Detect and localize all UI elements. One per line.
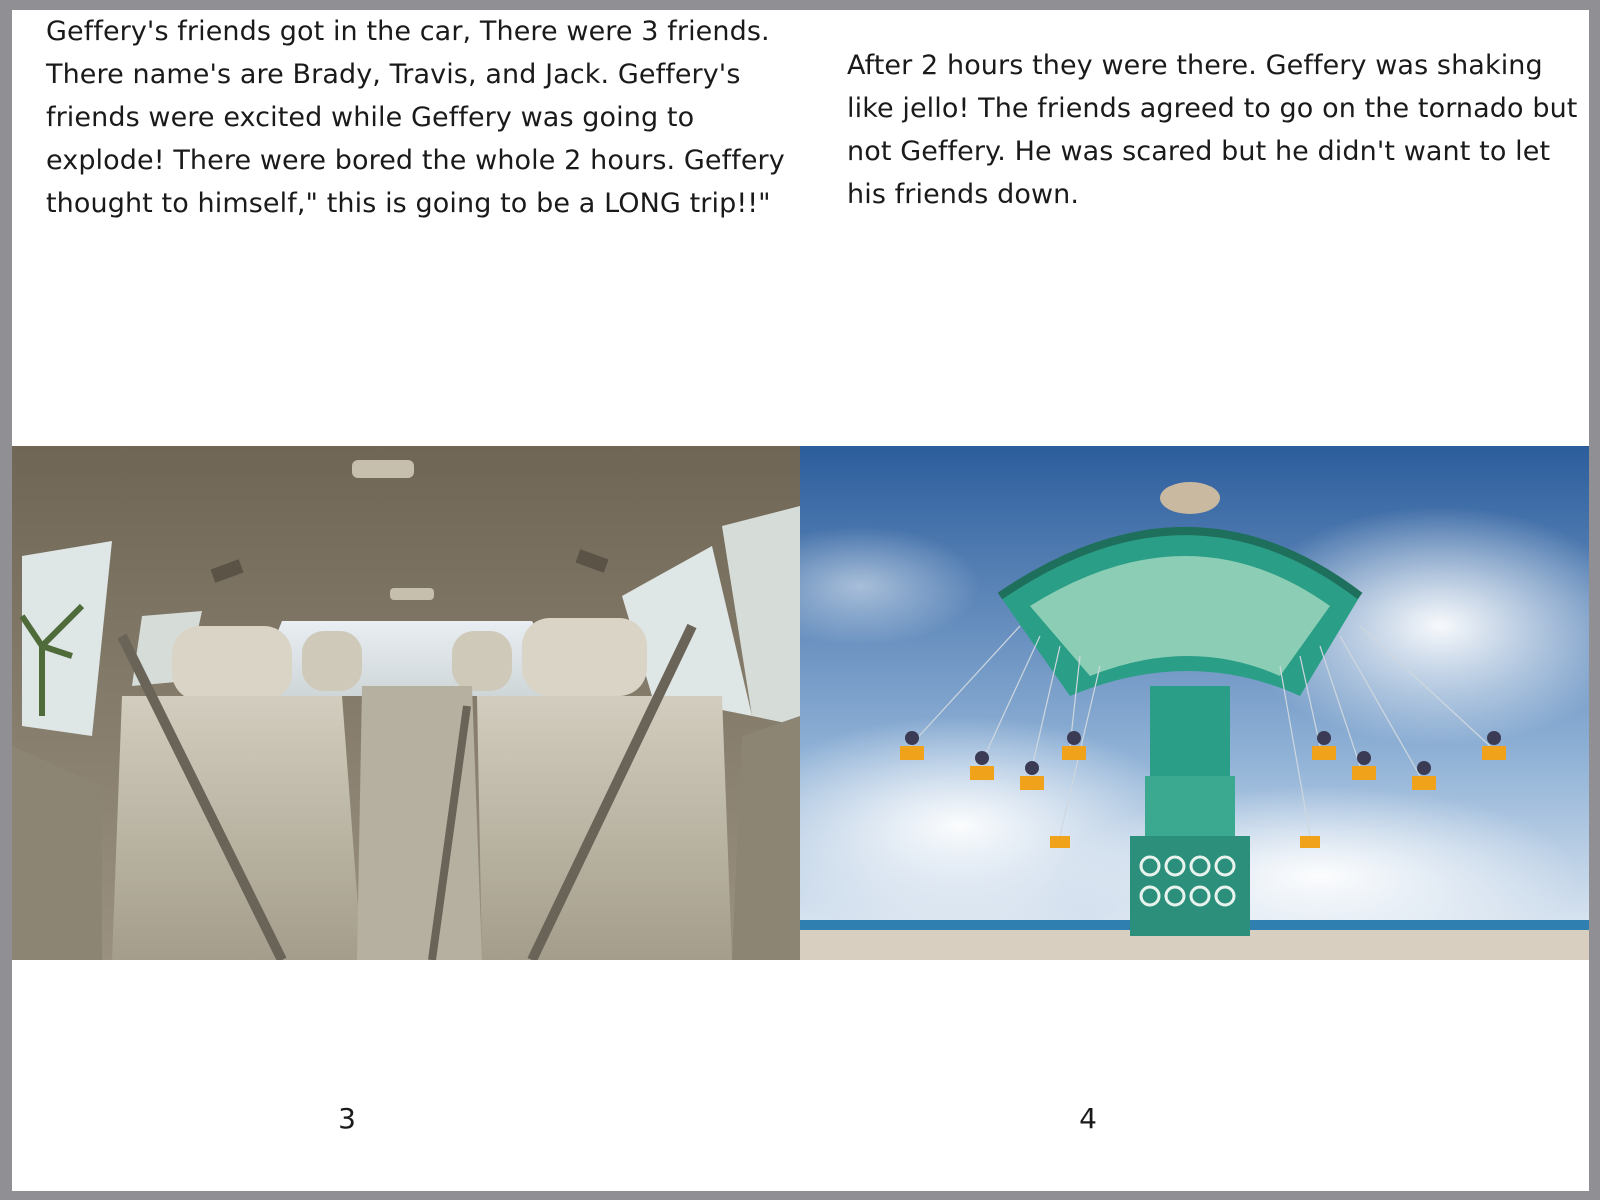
car-interior-illustration (12, 446, 800, 960)
story-text: After 2 hours they were there. Geffery was shaking like jello! The friends agreed to go on the tornado but not Geffery. He was scared but he didn't want to let his friends down. (847, 50, 1578, 210)
page-number: 4 (1079, 1102, 1097, 1135)
swing-ride-photo (800, 446, 1589, 960)
page-number: 3 (338, 1102, 356, 1135)
swing-carousel-illustration (800, 446, 1589, 960)
page-3 (12, 10, 800, 1191)
story-text: Geffery's friends got in the car, There were 3 friends. There name's are Brady, Travis, and Jack. Geffery's friends were excited while Geffery was going to explode! There were bored the whole 2 hours. Geffery thought to himself," this is going to be a LONG trip!!" (46, 16, 785, 219)
book-spread (12, 10, 1589, 1191)
car-interior-photo (12, 446, 800, 960)
page-4 (800, 10, 1589, 1191)
